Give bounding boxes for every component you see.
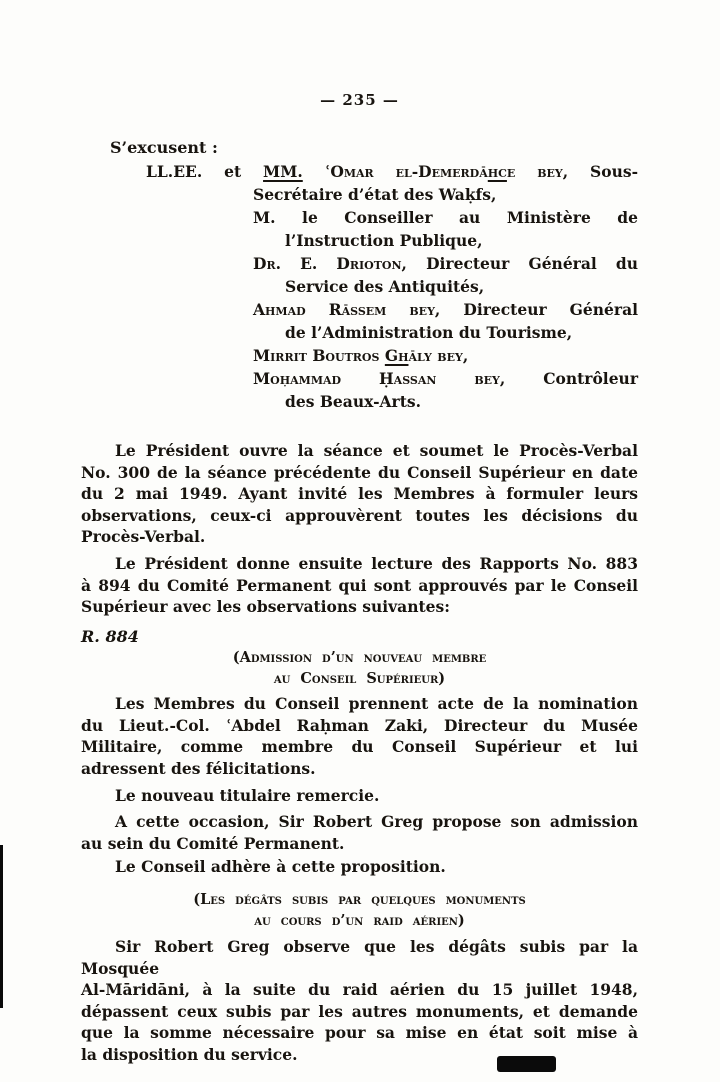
paragraph — [81, 811, 638, 854]
text-line: observations, ceux-ci approuvèrent toutes les décisions du — [81, 505, 638, 525]
text-line: Supérieur avec les observations suivantes: — [81, 597, 450, 616]
attendee-name: hc — [487, 162, 507, 181]
text-line: Le nouveau titulaire remercie. — [115, 786, 380, 805]
attendee-name: ʿOmar el-Demerdā — [324, 162, 488, 181]
heading-line: (Les dégâts subis par quelques monuments — [193, 891, 526, 908]
text-line: Les Membres du Conseil prennent acte de la nomination — [115, 694, 638, 713]
report-number: R. 884 — [81, 627, 139, 646]
attendee-text: Secrétaire d’état des Waḳfs, — [253, 185, 497, 204]
attendee-line — [253, 275, 638, 298]
text-line: du Lieut.-Col. ʿAbdel Raḥman Zaki, Directeur du Musée — [81, 715, 638, 735]
section-heading — [81, 889, 638, 931]
text-line: Le Président ouvre la séance et soumet le Procès-Verbal — [115, 441, 638, 460]
attendee-text: LL.EE. et — [146, 162, 264, 181]
attendee-line — [253, 206, 638, 229]
attendee-line — [253, 252, 638, 275]
page-content — [81, 0, 638, 1065]
text-line: Le Président donne ensuite lecture des Rapports No. 883 — [115, 554, 638, 573]
attendee-name: āly bey, — [408, 346, 469, 365]
attendee-line — [146, 160, 638, 183]
page-number: — 235 — — [320, 91, 399, 109]
text-line: au sein du Comité Permanent. — [81, 833, 345, 853]
excuses-label: S’excusent : — [110, 138, 218, 157]
attendee-line — [253, 321, 638, 344]
heading-line: au Conseil Supérieur) — [273, 670, 446, 687]
attendee-name: Gh — [384, 346, 409, 365]
attendee-line — [253, 390, 638, 413]
scan-artifact-bottom-mark — [497, 1056, 556, 1072]
text-line: Militaire, comme membre du Conseil Supérieur et lui — [81, 737, 638, 756]
text-line: A cette occasion, Sir Robert Greg propose son admission — [115, 812, 638, 831]
scan-artifact-left-bar — [0, 845, 3, 1008]
attendee-text: Directeur Général du — [406, 254, 639, 273]
attendee-line — [253, 229, 638, 252]
attendee-text: MM. — [263, 162, 303, 181]
attendee-text — [303, 162, 325, 181]
paragraph — [81, 693, 638, 779]
text-line: Le Conseil adhère à cette proposition. — [115, 857, 446, 876]
text-line: adressent des félicitations. — [81, 758, 316, 778]
paragraph — [81, 936, 638, 1065]
text-line: No. 300 de la séance précédente du Conseil Supérieur en date — [81, 462, 638, 482]
attendee-list — [146, 160, 639, 413]
heading-line: au cours d’un raid aérien) — [254, 912, 465, 929]
text-line: dépassent ceux subis par les autres monuments, et demande — [81, 1001, 638, 1021]
section-heading — [81, 647, 638, 689]
attendee-text: Directeur Général — [440, 300, 639, 319]
text-line: à 894 du Comité Permanent qui sont approuvés par le Conseil — [81, 575, 638, 595]
text-line: la disposition du service. — [81, 1044, 298, 1064]
text-line: Procès-Verbal. — [81, 527, 206, 546]
attendee-text: de l’Administration du Tourisme, — [285, 323, 573, 342]
attendee-name: Dr. E. Drioton, — [253, 254, 407, 273]
paragraph — [81, 440, 638, 548]
attendee-text: Contrôleur — [505, 369, 638, 388]
heading-line: (Admission d’un nouveau membre — [232, 649, 487, 666]
minutes-body — [81, 440, 638, 1065]
attendee-name: Mirrit Boutros — [253, 346, 385, 365]
attendee-text: Sous- — [568, 162, 638, 181]
attendee-name: Ahmad Rāssem bey, — [253, 300, 441, 319]
attendee-text: Service des Antiquités, — [285, 277, 485, 296]
attendee-line — [253, 298, 638, 321]
attendee-line — [253, 367, 638, 390]
attendee-name: e bey, — [506, 162, 569, 181]
text-line: Sir Robert Greg observe que les dégâts subis par la Mosquée — [81, 937, 638, 978]
paragraph — [81, 856, 638, 878]
attendee-name: Moḥammad Ḥassan bey, — [253, 369, 506, 388]
text-line: Al-Māridāni, à la suite du raid aérien du 15 juillet 1948, — [81, 980, 638, 999]
text-line: que la somme nécessaire pour sa mise en état soit mise à — [81, 1023, 638, 1042]
attendee-text: M. le Conseiller au Ministère de — [253, 208, 638, 227]
paragraph — [81, 553, 638, 618]
attendee-line — [253, 344, 638, 367]
text-line: du 2 mai 1949. Ayant invité les Membres à formuler leurs — [81, 484, 638, 503]
attendee-line — [253, 183, 638, 206]
attendee-text: l’Instruction Publique, — [285, 231, 483, 250]
paragraph — [81, 785, 638, 807]
attendee-text: des Beaux-Arts. — [285, 392, 421, 411]
